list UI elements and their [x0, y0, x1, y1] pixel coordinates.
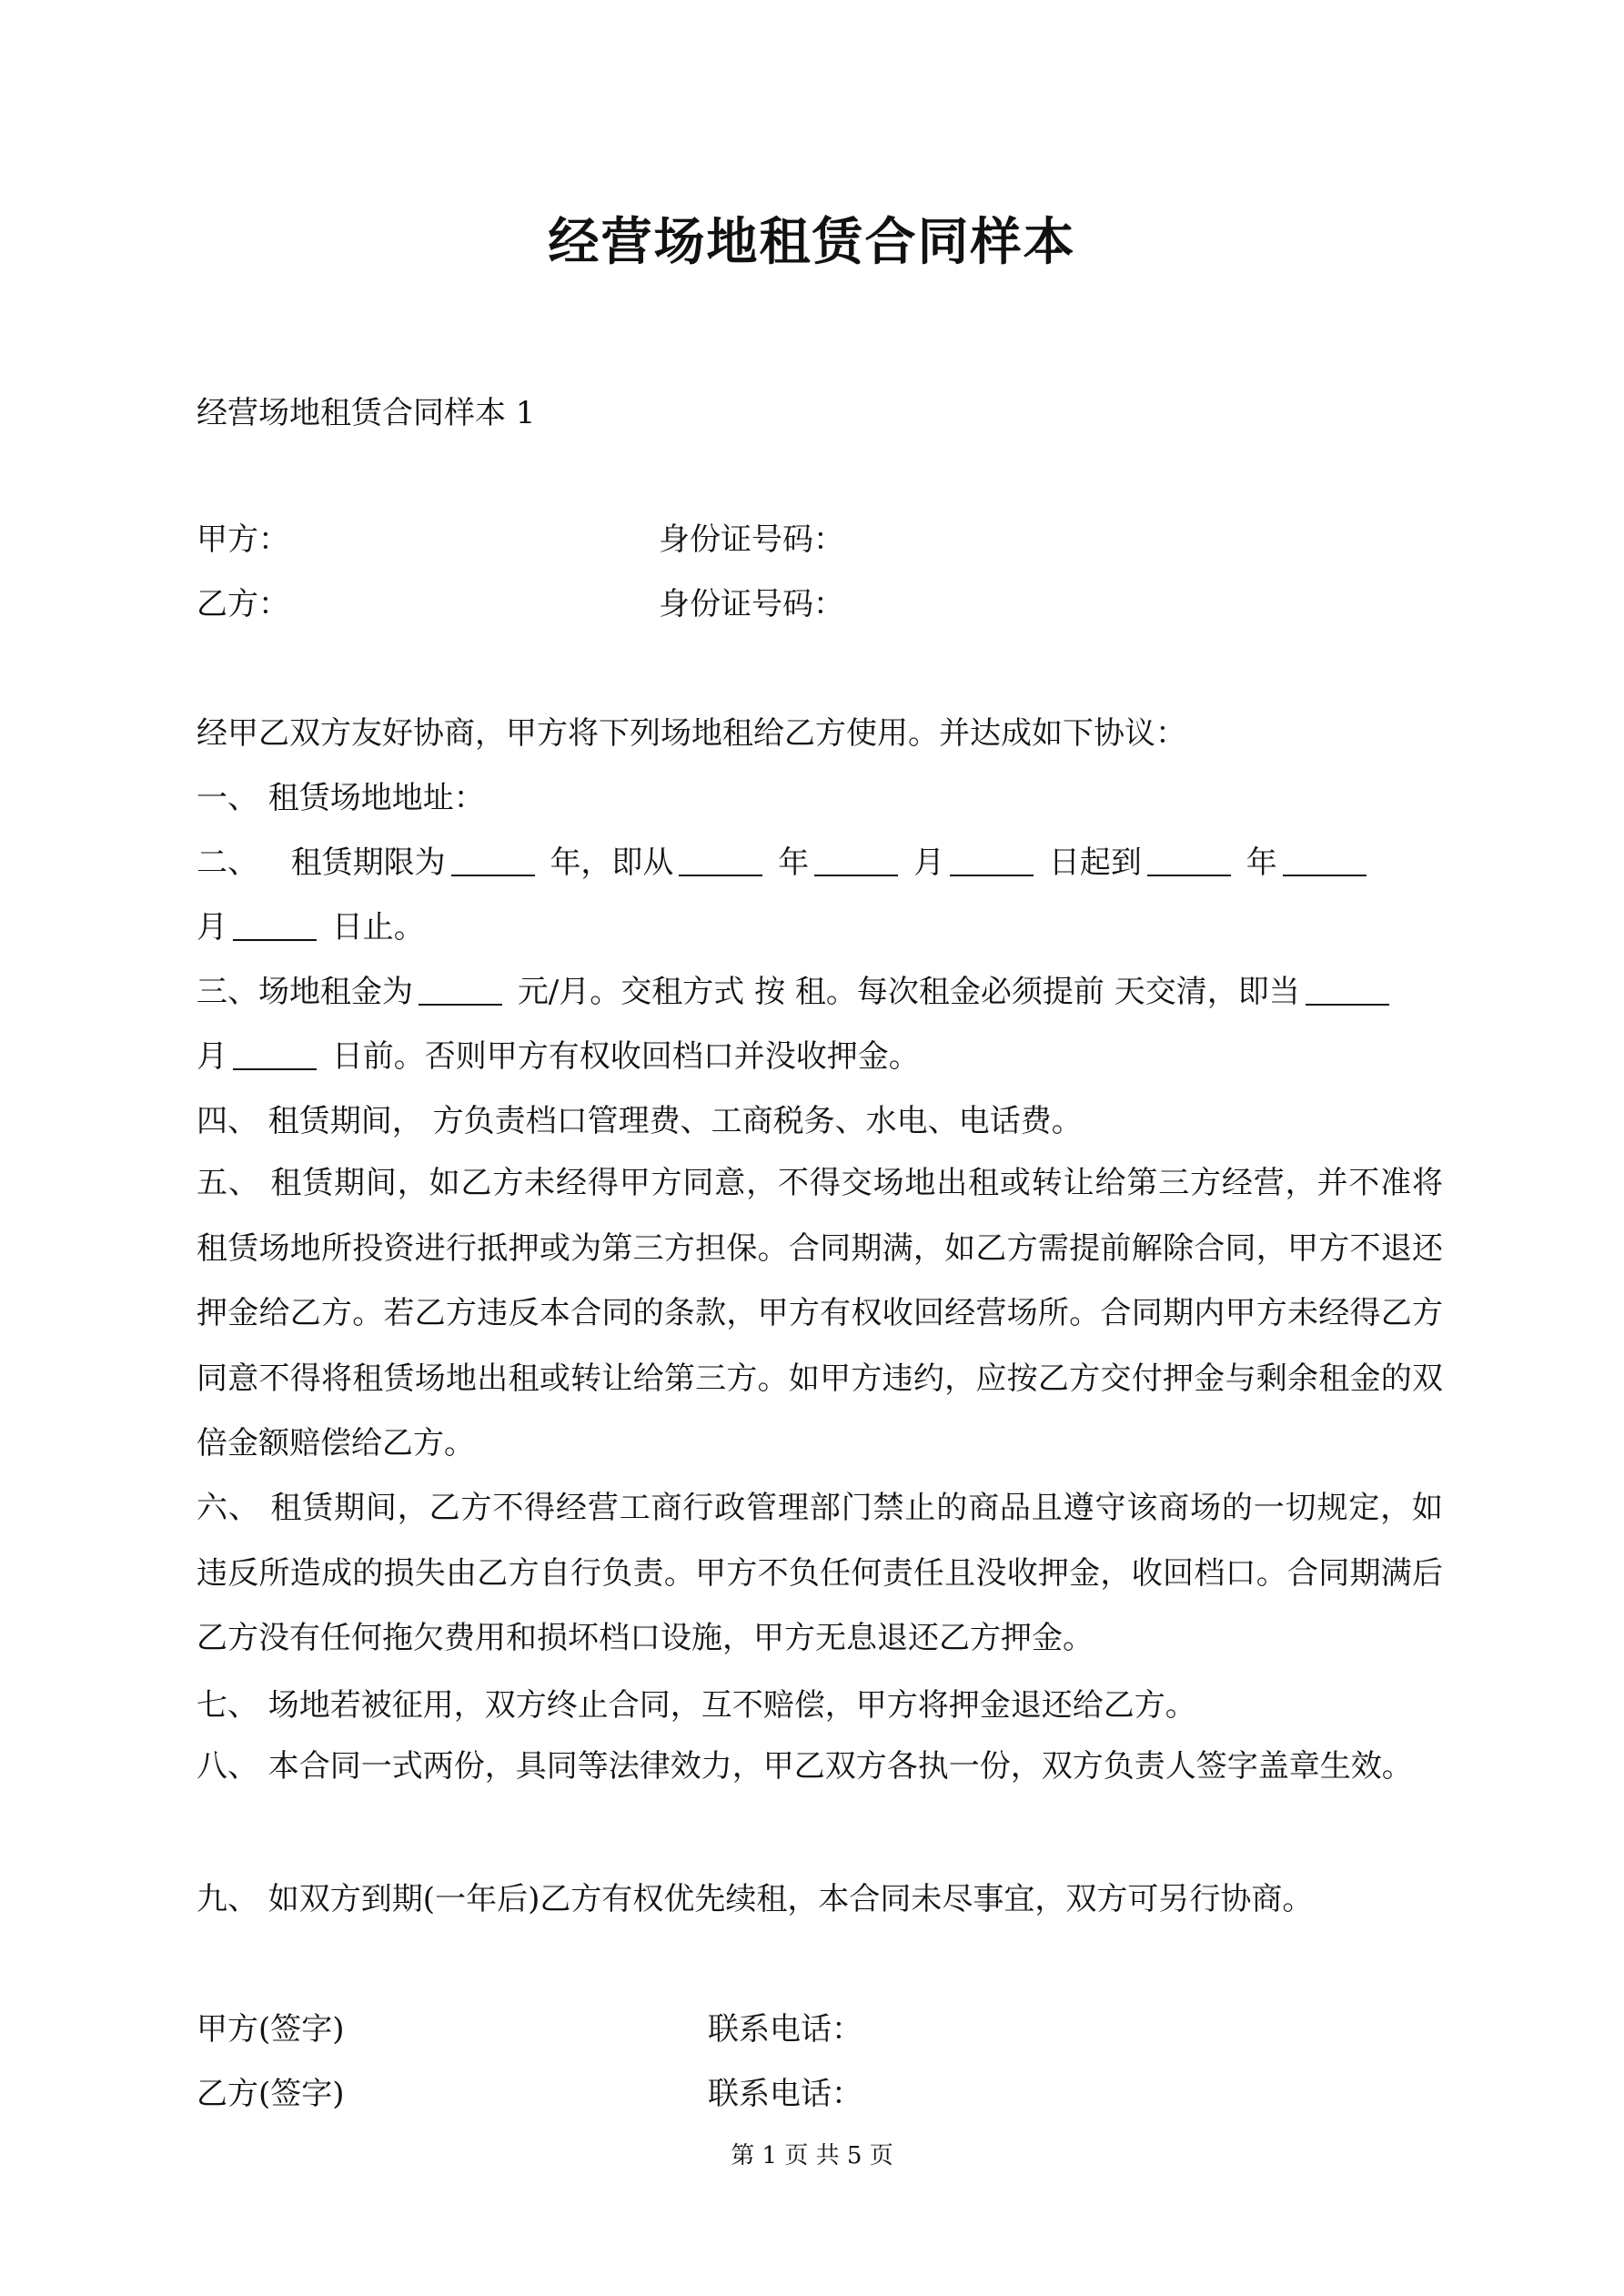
clause-5: 五、 租赁期间，如乙方未经得甲方同意，不得交场地出租或转让给第三方经营，并不准将租赁场地所投资进行抵押或为第三方担保。合同期满，如乙方需提前解除合同，甲方不退还押金给乙方。若乙方违反本合同的条款，甲方有权收回经营场所。合同期内甲方未经得乙方同意不得将租赁场地出租或转让给第三方。如甲方违约，应按乙方交付押金与剩余租金的双倍金额赔偿给乙方。	[197, 1165, 1443, 1462]
blank-end-day	[233, 912, 317, 941]
party-b-label: 乙方：	[197, 586, 289, 622]
blank-rent-amount	[419, 976, 502, 1006]
clause-1: 一、 租赁场地地址：	[197, 780, 485, 816]
clause-2-line-2: 月 日止。	[197, 909, 425, 946]
clause-2-line-1: 二、 租赁期限为 年，即从 年 月 日起到 年	[197, 845, 1443, 881]
blank-due-day	[233, 1041, 317, 1070]
signature-a-label: 甲方(签字)	[197, 2011, 345, 2048]
signature-b-phone-label: 联系电话：	[708, 2076, 862, 2112]
subtitle: 经营场地租赁合同样本 1	[197, 395, 536, 431]
clause-8: 八、 本合同一式两份，具同等法律效力，甲乙双方各执一份，双方负责人签字盖章生效。	[197, 1748, 1413, 1785]
clause-9: 九、 如双方到期(一年后)乙方有权优先续租，本合同未尽事宜，双方可另行协商。	[197, 1881, 1314, 1917]
clause-2-number: 二、	[197, 845, 258, 881]
clause-7: 七、 场地若被征用，双方终止合同，互不赔偿，甲方将押金退还给乙方。	[197, 1687, 1196, 1724]
clause-3-line-2: 月 日前。否则甲方有权收回档口并没收押金。	[197, 1038, 920, 1075]
blank-start-year	[679, 847, 762, 876]
blank-due-month	[1306, 976, 1389, 1006]
blank-start-day	[950, 847, 1034, 876]
blank-years	[451, 847, 535, 876]
page-footer: 第 1 页 共 5 页	[731, 2142, 893, 2170]
blank-start-month	[814, 847, 898, 876]
party-a-label: 甲方：	[197, 521, 289, 558]
signature-b-label: 乙方(签字)	[197, 2076, 345, 2112]
blank-end-month	[1283, 847, 1367, 876]
document-title: 经营场地租赁合同样本	[548, 212, 1076, 272]
blank-end-year	[1147, 847, 1231, 876]
signature-a-phone-label: 联系电话：	[708, 2011, 862, 2048]
party-b-id-label: 身份证号码：	[659, 586, 844, 622]
party-a-id-label: 身份证号码：	[659, 521, 844, 558]
clause-3-line-1: 三、场地租金为 元/月。交租方式 按 租。每次租金必须提前 天交清，即当	[197, 974, 1443, 1010]
clause-4: 四、 租赁期间， 方负责档口管理费、工商税务、水电、电话费。	[197, 1103, 1083, 1139]
intro-paragraph: 经甲乙双方友好协商，甲方将下列场地租给乙方使用。并达成如下协议：	[197, 715, 1186, 752]
clause-6: 六、 租赁期间，乙方不得经营工商行政管理部门禁止的商品且遵守该商场的一切规定，如违反所造成的损失由乙方自行负责。甲方不负任何责任且没收押金，收回档口。合同期满后乙方没有任何拖欠费用和损坏档口设施，甲方无息退还乙方押金。	[197, 1490, 1443, 1656]
